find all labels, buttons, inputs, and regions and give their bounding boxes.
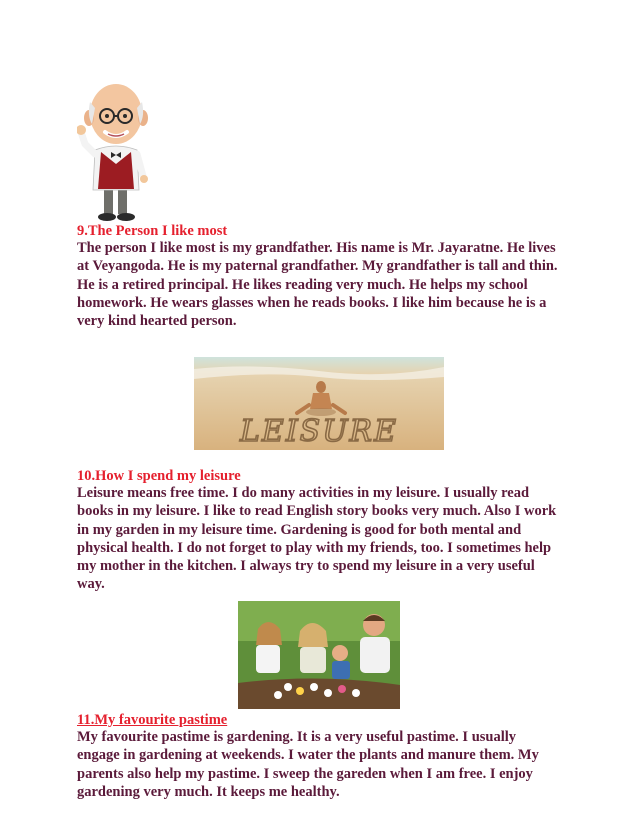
section-heading-person: 9.The Person I like most	[77, 223, 228, 239]
paragraph-line: homework. He wears glasses when he reads books. I like him because he is a	[77, 294, 547, 311]
paragraph-line: He is a retired principal. He likes reading very much. He helps my school	[77, 276, 528, 293]
paragraph-line: gardening very much. It keeps me healthy.	[77, 783, 340, 800]
paragraph-line: very kind hearted person.	[77, 313, 237, 330]
section-paragraph-pastime	[77, 728, 577, 801]
paragraph-line: parents also help my pastime. I sweep the gareden when I am free. I enjoy	[77, 765, 533, 782]
section-paragraph-person	[77, 239, 577, 330]
paragraph-line: way.	[77, 576, 105, 593]
grandfather-cartoon-image	[77, 72, 155, 224]
paragraph-line: The person I like most is my grandfather. His name is Mr. Jayaratne. He lives	[77, 240, 556, 256]
paragraph-line: My favourite pastime is gardening. It is a very useful pastime. I usually	[77, 729, 517, 745]
paragraph-line: engage in gardening at weekends. I water the plants and manure them. My	[77, 747, 539, 764]
paragraph-line: my mother in the kitchen. I always try to spend my leisure in a very useful	[77, 558, 535, 575]
leisure-sand-image	[194, 357, 444, 450]
paragraph-line: physical health. I do not forget to play with my friends, too. I sometimes help	[77, 539, 552, 556]
family-gardening-image	[238, 601, 400, 709]
paragraph-line: Leisure means free time. I do many activities in my leisure. I usually read	[77, 485, 530, 501]
paragraph-line: at Veyangoda. He is my paternal grandfather. My grandfather is tall and thin.	[77, 258, 558, 275]
paragraph-line: books in my leisure. I like to read English story books very much. Also I work	[77, 503, 557, 520]
section-heading-pastime: 11.My favourite pastime	[77, 712, 228, 728]
section-heading-leisure: 10.How I spend my leisure	[77, 468, 241, 484]
paragraph-line: in my garden in my leisure time. Gardening is good for both mental and	[77, 521, 522, 538]
leisure-sand-text: LEISURE	[240, 414, 398, 449]
section-paragraph-leisure	[77, 484, 577, 594]
